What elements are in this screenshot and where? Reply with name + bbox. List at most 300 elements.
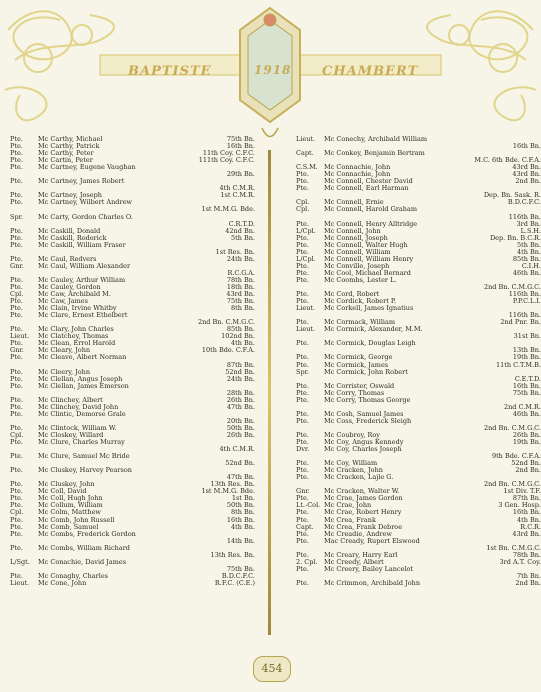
entry-rank: Dvr.: [296, 445, 310, 454]
entry-unit: 52nd Bn.: [511, 459, 541, 468]
entry-rank: Pte.: [296, 409, 309, 418]
entry-unit: 2nd Bn. C.M.G.C.: [483, 423, 541, 432]
entry-rank: Cpl.: [10, 290, 24, 299]
entry-unit: M.C. 6th Bde. C.F.A.: [474, 156, 541, 165]
entry-rank: 2. Cpl.: [296, 557, 318, 566]
entry-rank: Pte.: [296, 459, 309, 468]
entry-rank: Pte.: [296, 395, 309, 404]
entry-name: Mc Caw, Archibald M.: [38, 290, 111, 299]
entry-name: Mc Clatchey, Thomas: [38, 332, 109, 341]
entry-unit: 16th Bn.: [512, 508, 541, 517]
entry-name: Mc Coll, David: [38, 487, 87, 496]
entry-rank: L/Sgt.: [10, 557, 30, 566]
entry-rank: Pte.: [10, 515, 23, 524]
entry-unit: C.R.T.D.: [228, 219, 255, 228]
entry-unit: 26th Bn.: [512, 430, 541, 439]
entry-unit: 4th Bn.: [516, 515, 541, 524]
entry-name: Mc Clain, Irvine Whitby: [38, 304, 117, 313]
entry-name: Mc Clare, Ernest Ethelbert: [38, 311, 128, 320]
entry-unit: 1st Bn. C.M.G.C.: [486, 543, 541, 552]
entry-name: Mc Caskill, Roderick: [38, 233, 107, 242]
entry-unit: 116th Bn.: [508, 290, 541, 299]
entry-rank: Pte.: [10, 522, 23, 531]
entry-name: Mc Cormick, James: [324, 360, 389, 369]
entry-line: [296, 340, 541, 347]
entry-rank: Cpl.: [296, 205, 310, 214]
entry-unit: 52nd Bn.: [225, 459, 255, 468]
entry-rank: Pte.: [10, 438, 23, 447]
entry-unit: 43rd Bn.: [512, 529, 541, 538]
entry-unit: 46th Bn.: [512, 268, 541, 277]
entry-rank: Gnr.: [10, 346, 24, 355]
entry-rank: Pte.: [10, 353, 23, 362]
entry-rank: Pte.: [296, 494, 309, 503]
entry-line: [10, 559, 255, 566]
entry-name: Mc Conechy, Archibald William: [324, 135, 428, 143]
entry-name: Mc Coombs, Lester L.: [324, 275, 397, 284]
entry-rank: Pte.: [10, 480, 23, 489]
entry-unit: 10th Bde. C.F.A.: [201, 346, 255, 355]
entry-rank: Pte.: [10, 367, 23, 376]
entry-name: Mc Crae, John: [324, 501, 372, 510]
entry-name: Mc Creary, Harry Earl: [324, 550, 398, 559]
entry-unit: 11th C.T.M.B.: [496, 360, 541, 369]
entry-rank: Pte.: [10, 466, 23, 475]
entry-unit: 47th Bn.: [226, 402, 255, 411]
entry-rank: Lieut.: [296, 135, 316, 143]
entry-rank: Gnr.: [296, 487, 310, 496]
entry-unit: 87th Bn.: [512, 494, 541, 503]
entry-rank: Pte.: [10, 191, 23, 200]
entry-name: Mc Crea, Frank Debroe: [324, 522, 403, 531]
entry-rank: Pte.: [296, 438, 309, 447]
entry-unit: B.D.C.F.C.: [221, 571, 255, 580]
entry-line: [10, 531, 255, 538]
entry-unit: 20th Bn.: [226, 416, 255, 425]
entry-unit: 3 Gen. Hosp.: [498, 501, 541, 510]
entry-name: Mc Clintock, William W.: [38, 423, 117, 432]
entry-name: Mc Combs, William Richard: [38, 543, 130, 552]
entry-name: Mc Cool, Michael Bernard: [324, 268, 411, 277]
entry-name: Mc Collum, William: [38, 501, 103, 510]
entry-line: [10, 439, 255, 446]
entry-unit: 2nd Pnr. Bn.: [500, 318, 541, 327]
entry-rank: Pte.: [10, 402, 23, 411]
entry-unit: 116th Bn.: [508, 311, 541, 320]
entry-rank: Pte.: [296, 515, 309, 524]
entry-unit: 14th Bn.: [226, 536, 255, 545]
entry-rank: Pte.: [10, 409, 23, 418]
entry-line: [296, 326, 541, 333]
entry-line: [10, 164, 255, 171]
entry-unit: B.D.C.F.C.: [507, 198, 541, 207]
entry-name: Mc Coy, Charles Joseph: [324, 445, 402, 454]
entry-rank: Pte.: [296, 578, 309, 587]
entry-unit: P.P.C.L.I.: [512, 297, 541, 306]
header-year: 1918: [254, 63, 292, 77]
entry-name: Mc Cormick, John Robert: [324, 367, 408, 376]
entry-name: Mc Cauley, Arthur William: [38, 275, 126, 284]
entry-unit: R.C.G.A.: [227, 268, 255, 277]
entry-rank: Pte.: [296, 219, 309, 228]
entry-name: Mc Creery, Bailey Lancelot: [324, 564, 414, 573]
entry-name: Mc Connell, Joseph: [324, 233, 388, 242]
entry-unit: 16th Bn.: [226, 515, 255, 524]
entry-rank: Pte.: [296, 416, 309, 425]
entry-rank: Pte.: [10, 423, 23, 432]
entry-name: Mc Comb, Samuel: [38, 522, 99, 531]
entry-line: [10, 467, 255, 474]
right-column: [296, 136, 541, 587]
entry-name: Mc Caw, James: [38, 297, 88, 306]
entry-line: [10, 354, 255, 361]
entry-name: Mc Clinchey, David John: [38, 402, 119, 411]
entry-unit: 8th Bn.: [230, 508, 255, 517]
entry-unit: 2nd C.M.R.: [503, 402, 541, 411]
entry-rank: Pte.: [296, 170, 309, 179]
header-right-name: CHAMBERT: [322, 64, 419, 79]
entry-rank: Pte.: [10, 325, 23, 334]
entry-name: Mc Coy, William: [324, 459, 378, 468]
entry-rank: Pte.: [10, 452, 23, 461]
entry-name: Mc Caskill, Donald: [38, 226, 101, 235]
entry-rank: Pte.: [10, 163, 23, 172]
entry-unit: 43rd Bn.: [226, 290, 255, 299]
entry-unit: 75th Bn.: [512, 388, 541, 397]
entry-unit: 5th Bn.: [230, 233, 255, 242]
entry-unit: R.F.C. (C.E.): [214, 578, 255, 587]
entry-line: [10, 263, 255, 270]
entry-line: [10, 453, 255, 460]
entry-unit: 2nd Bn. C.M.G.C.: [483, 480, 541, 489]
entry-rank: Spr.: [10, 212, 24, 221]
entry-name: Mc Closkey, Willard: [38, 430, 104, 439]
entry-rank: Pte.: [296, 466, 309, 475]
entry-rank: Pte.: [296, 268, 309, 277]
entry-rank: Pte.: [296, 247, 309, 256]
entry-rank: Pte.: [296, 381, 309, 390]
entry-rank: Pte.: [10, 571, 23, 580]
entry-rank: Pte.: [296, 184, 309, 193]
entry-name: Mc Connachie, John: [324, 170, 391, 179]
entry-line: [10, 178, 255, 185]
entry-rank: Pte.: [10, 149, 23, 158]
entry-unit: 2nd Bn. C.M.G.C.: [483, 282, 541, 291]
entry-unit: 102nd Bn.: [221, 332, 255, 341]
entry-rank: L/Cpl.: [296, 254, 316, 263]
entry-rank: Pte.: [10, 494, 23, 503]
entry-rank: Pte.: [296, 550, 309, 559]
entry-name: Mc Carthy, Michael: [38, 135, 103, 143]
entry-rank: Pte.: [10, 240, 23, 249]
entry-rank: Pte.: [10, 226, 23, 235]
entry-rank: Pte.: [296, 297, 309, 306]
entry-rank: Pte.: [10, 501, 23, 510]
entry-unit: 24th Bn.: [226, 374, 255, 383]
entry-rank: Pte.: [296, 290, 309, 299]
entry-rank: Capt.: [296, 522, 314, 531]
entry-unit: 1st Div. T.F.: [503, 487, 541, 496]
entry-name: Mc Cartney, James Robert: [38, 177, 125, 186]
entry-name: Mc Crimmon, Archibald John: [324, 578, 421, 587]
entry-unit: 47th Bn.: [226, 473, 255, 482]
entry-unit: 78th Bn.: [512, 550, 541, 559]
entry-name: Mc Colm, Matthew: [38, 508, 101, 517]
entry-name: Mc Carty, Gordon Charles O.: [38, 212, 133, 221]
entry-unit: 4th Bn.: [230, 522, 255, 531]
entry-rank: Pte.: [10, 529, 23, 538]
entry-unit: 75th Bn.: [226, 135, 255, 143]
entry-unit: 7th Bn.: [516, 571, 541, 580]
entry-unit: R.C.R.: [520, 522, 541, 531]
entry-unit: 46th Bn.: [512, 409, 541, 418]
entry-rank: Pte.: [296, 240, 309, 249]
entry-name: Mc Cluskey, John: [38, 480, 95, 489]
entry-name: Mc Cluskey, Harvey Pearson: [38, 466, 132, 475]
entry-unit: 3rd Bn.: [516, 219, 541, 228]
entry-name: Mc Cormick, Douglas Leigh: [324, 339, 416, 348]
entry-name: Mc Clellan, Angus Joseph: [38, 374, 123, 383]
entry-unit: 19th Bn.: [512, 353, 541, 362]
entry-rank: Pte.: [296, 177, 309, 186]
entry-name: Mc Conkey, Benjamin Bertram: [324, 149, 425, 158]
entry-rank: Cpl.: [296, 198, 310, 207]
entry-name: Mc Clellan, James Emerson: [38, 381, 129, 390]
entry-unit: 13th Res. Bn.: [210, 550, 255, 559]
entry-rank: Cpl.: [10, 430, 24, 439]
entry-name: Mc Conaghy, Charles: [38, 571, 109, 580]
entry-unit: 116th Bn.: [508, 212, 541, 221]
entry-name: Mac Cready, Rupert Elswood: [324, 536, 420, 545]
left-column: [10, 136, 255, 587]
entry-name: Mc Cauley, Gordon: [38, 282, 101, 291]
entry-name: Mc Caul, Redvers: [38, 254, 97, 263]
entry-name: Mc Clintic, Demorse Grale: [38, 409, 126, 418]
entry-line: [296, 206, 541, 213]
entry-rank: Pte.: [10, 198, 23, 207]
entry-name: Mc Clinchey, Albert: [38, 395, 103, 404]
entry-rank: Pte.: [10, 381, 23, 390]
entry-rank: Spr.: [296, 367, 310, 376]
entry-rank: Pte.: [296, 536, 309, 545]
entry-unit: 43rd Bn.: [512, 170, 541, 179]
entry-unit: 1st C.M.R.: [220, 191, 255, 200]
entry-name: Mc Coll, Hugh John: [38, 494, 103, 503]
entry-rank: Pte.: [10, 233, 23, 242]
entry-name: Mc Creadie, Andrew: [324, 529, 392, 538]
entry-rank: Lieut.: [10, 578, 30, 587]
entry-name: Mc Coy, Angus Kennedy: [324, 438, 404, 447]
entry-name: Mc Connell, Chester David: [324, 177, 413, 186]
entry-rank: Pte.: [10, 177, 23, 186]
entry-rank: Pte.: [10, 254, 23, 263]
entry-rank: Pte.: [10, 311, 23, 320]
entry-name: Mc Connell, William Henry: [324, 254, 414, 263]
entry-name: Mc Corrister, Oswald: [324, 381, 395, 390]
entry-name: Mc Conville, Joseph: [324, 261, 390, 270]
entry-unit: L.S.H.: [520, 226, 541, 235]
entry-rank: Pte.: [296, 261, 309, 270]
entry-unit: 52nd Bn.: [225, 367, 255, 376]
entry-rank: Pte.: [296, 318, 309, 327]
entry-unit: 50th Bn.: [226, 501, 255, 510]
entry-name: Mc Cord, Robert: [324, 290, 380, 299]
entry-unit: 16th Bn.: [512, 142, 541, 151]
entry-name: Mc Cormack, William: [324, 318, 396, 327]
entry-line: [10, 411, 255, 418]
entry-rank: Pte.: [10, 339, 23, 348]
entry-name: Mc Cracken, John: [324, 466, 383, 475]
entry-name: Mc Cracken, Lajle G.: [324, 473, 394, 482]
entry-rank: Pte.: [10, 543, 23, 552]
entry-name: Mc Connell, Walter Hugh: [324, 240, 408, 249]
entry-line: [296, 566, 541, 573]
entry-name: Mc Comb, John Russell: [38, 515, 115, 524]
entry-unit: 4th C.M.R.: [219, 445, 255, 454]
entry-rank: Pte.: [296, 529, 309, 538]
entry-unit: 13th Res. Bn.: [210, 480, 255, 489]
entry-unit: 9th Bde. C.F.A.: [491, 452, 541, 461]
entry-name: Mc Cartney, Wilbert Andrew: [38, 198, 132, 207]
entry-rank: Pte.: [296, 353, 309, 362]
entry-unit: 1st M.M.G. Bde.: [201, 205, 255, 214]
entry-name: Mc Connachie, John: [324, 163, 391, 172]
entry-name: Mc Coss, Frederick Sleigh: [324, 416, 412, 425]
entry-name: Mc Corry, Thomas George: [324, 395, 411, 404]
entry-rank: Pte.: [10, 275, 23, 284]
entry-name: Mc Clean, Errol Harold: [38, 339, 116, 348]
entry-name: Mc Cartin, Peter: [38, 156, 93, 165]
entry-rank: Lieut.: [296, 325, 316, 334]
column-divider: [268, 150, 271, 635]
entry-rank: Pte.: [10, 374, 23, 383]
entry-rank: Pte.: [10, 304, 23, 313]
entry-name: Mc Cartney, Joseph: [38, 191, 102, 200]
header-left-name: BAPTISTE: [128, 64, 212, 79]
entry-unit: 4th Bn.: [516, 247, 541, 256]
entry-rank: Pte.: [10, 142, 23, 151]
entry-name: Mc Combs, Frederick Gordon: [38, 529, 136, 538]
entry-unit: 50th Bn.: [226, 423, 255, 432]
entry-name: Mc Carthy, Peter: [38, 149, 94, 158]
entry-unit: 5th Bn.: [516, 240, 541, 249]
entry-name: Mc Cleery, John: [38, 367, 91, 376]
entry-unit: 3rd A.T. Coy.: [499, 557, 541, 566]
entry-unit: 2nd Bn.: [515, 177, 541, 186]
entry-line: [296, 136, 541, 143]
entry-rank: L/Cpl.: [296, 226, 316, 235]
entry-unit: 4th C.M.R.: [219, 184, 255, 193]
entry-unit: 75th Bn.: [226, 297, 255, 306]
entry-unit: 1st Bn.: [231, 494, 255, 503]
entry-unit: 24th Bn.: [226, 254, 255, 263]
entry-unit: 26th Bn.: [226, 430, 255, 439]
entry-name: Mc Cordick, Robert P.: [324, 297, 397, 306]
entry-rank: Pte.: [10, 487, 23, 496]
entry-name: Mc Carthy, Patrick: [38, 142, 100, 151]
entry-name: Mc Creedy, Albert: [324, 557, 384, 566]
entry-unit: 4th Bn.: [230, 339, 255, 348]
entry-unit: 78th Bn.: [226, 275, 255, 284]
entry-unit: 28th Bn.: [226, 388, 255, 397]
entry-rank: Pte.: [296, 430, 309, 439]
entry-unit: 43rd Bn.: [512, 163, 541, 172]
entry-rank: Pte.: [296, 473, 309, 482]
entry-rank: Pte.: [10, 395, 23, 404]
entry-unit: 18th Bn.: [226, 282, 255, 291]
entry-unit: 31st Bn.: [513, 332, 541, 341]
entry-name: Mc Cone, John: [38, 578, 87, 587]
entry-unit: 19th Bn.: [512, 438, 541, 447]
entry-name: Mc Cracken, Walter W.: [324, 487, 400, 496]
entry-unit: 13th Bn.: [512, 346, 541, 355]
entry-rank: Pte.: [296, 508, 309, 517]
entry-rank: Pte.: [296, 360, 309, 369]
entry-line: [296, 369, 541, 376]
entry-unit: 16th Bn.: [226, 142, 255, 151]
entry-unit: 11th Coy. C.F.C.: [202, 149, 255, 158]
entry-unit: C.I.H.: [521, 261, 541, 270]
entry-line: [10, 580, 255, 587]
entry-unit: 85th Bn.: [226, 325, 255, 334]
entry-name: Mc Connell, Harold Graham: [324, 205, 418, 214]
entry-rank: Pte.: [296, 388, 309, 397]
entry-line: [296, 580, 541, 587]
entry-rank: Gnr.: [10, 261, 24, 270]
page-number: 454: [253, 656, 291, 682]
entry-unit: 2nd Bn.: [515, 466, 541, 475]
entry-rank: Capt.: [296, 149, 314, 158]
entry-rank: Pte.: [296, 339, 309, 348]
entry-unit: Dep. Bn. Sask. R.: [483, 191, 541, 200]
entry-name: Mc Conachie, David James: [38, 557, 127, 566]
entry-name: Mc Cleave, Albert Norman: [38, 353, 127, 362]
entry-unit: 1st M.M.G. Bde.: [201, 487, 255, 496]
entry-name: Mc Cleary, John: [38, 346, 91, 355]
entry-rank: Pte.: [296, 275, 309, 284]
entry-name: Mc Crae, Robert Henry: [324, 508, 402, 517]
entry-unit: 87th Bn.: [226, 360, 255, 369]
entry-name: Mc Caskill, William Fraser: [38, 240, 126, 249]
entry-name: Mc Clure, Samuel Mc Bride: [38, 452, 130, 461]
entry-name: Mc Caul, William Alexander: [38, 261, 131, 270]
entry-rank: Lieut.: [10, 332, 30, 341]
entry-rank: Pte.: [10, 297, 23, 306]
entry-name: Mc Crae, James Gordon: [324, 494, 403, 503]
entry-rank: C.S.M.: [296, 163, 318, 172]
entry-rank: Pte.: [10, 282, 23, 291]
entry-unit: Dep. Bn. B.C.R.: [489, 233, 541, 242]
entry-unit: 2nd Bn.: [515, 578, 541, 587]
entry-line: [296, 305, 541, 312]
entry-name: Mc Connell, John: [324, 226, 381, 235]
entry-name: Mc Connell, Ernie: [324, 198, 384, 207]
entry-name: Mc Corry, Thomas: [324, 388, 385, 397]
entry-name: Mc Crea, Frank: [324, 515, 376, 524]
entry-line: [10, 383, 255, 390]
entry-unit: 8th Bn.: [230, 304, 255, 313]
entry-rank: Pte.: [10, 156, 23, 165]
entry-name: Mc Clure, Charles Murray: [38, 438, 125, 447]
entry-unit: 26th Bn.: [226, 395, 255, 404]
entry-unit: 1st Res. Bn.: [215, 247, 255, 256]
decorative-header: [0, 0, 541, 120]
entry-line: [10, 214, 255, 221]
entry-unit: 2nd Bn. C.M.G.C.: [197, 318, 255, 327]
entry-rank: Pte.: [296, 233, 309, 242]
entry-unit: 111th Coy. C.F.C.: [198, 156, 255, 165]
entry-unit: 75th Bn.: [226, 564, 255, 573]
